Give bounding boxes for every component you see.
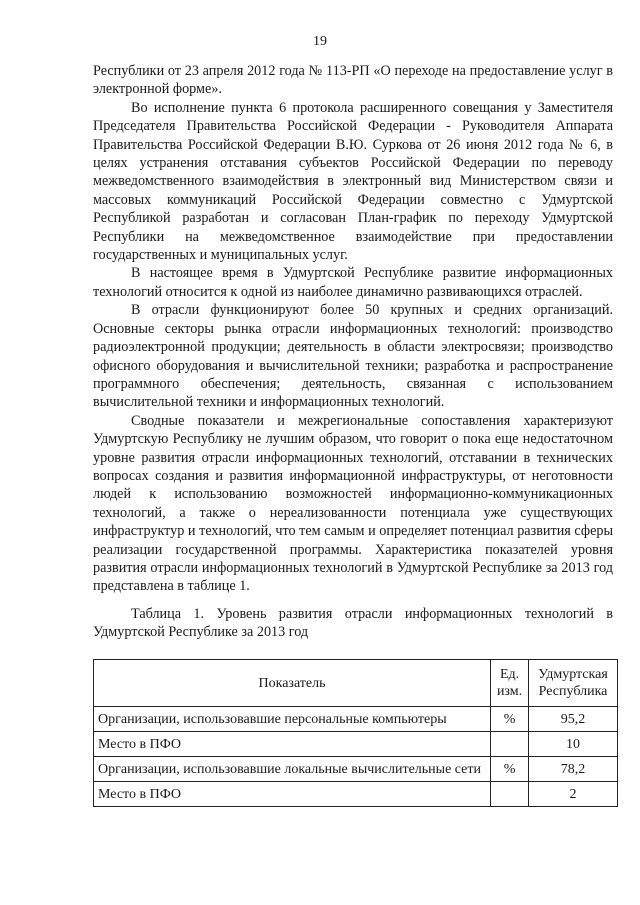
cell-indicator: Организации, использовавшие локальные вычислительные сети bbox=[94, 757, 491, 782]
cell-value: 78,2 bbox=[529, 757, 618, 782]
cell-indicator: Организации, использовавшие персональные компьютеры bbox=[94, 707, 491, 732]
cell-unit: % bbox=[491, 707, 529, 732]
paragraph: Сводные показатели и межрегиональные сопоставления характеризуют Удмуртскую Республику не лучшим образом, что говорит о пока еще недостаточном уровне развития отрасли информационных технологий, отставании в технических вопросах создания и развития информационной инфраструктуры, от неготовности людей к использованию возможностей информационно-коммуникационных технологий, а также о нереализованности потенциала уже существующих инфраструктур и технологий, что тем самым и определяет потенциал развития сферы реализации государственной программы. Характеристика показателей уровня развития отрасли информационных технологий в Удмуртской Республике за 2013 год представлена в таблице 1. bbox=[93, 412, 613, 595]
table-caption: Таблица 1. Уровень развития отрасли информационных технологий в Удмуртской Республике за 2013 год bbox=[93, 606, 613, 641]
page-number: 19 bbox=[313, 34, 327, 49]
cell-unit: % bbox=[491, 757, 529, 782]
paragraph: Во исполнение пункта 6 протокола расширенного совещания у Заместителя Председателя Правительства Российской Федерации - Руководителя Аппарата Правительства Российской Федерации В.Ю. Суркова от 26 июня 2012 года № 6, в целях устранения отставания субъектов Российской Федерации по переводу межведомственного взаимодействия в электронный вид Министерством связи и массовых коммуникаций Российской Федерации совместно с Удмуртской Республикой разработан и согласован План-график по переходу Удмуртской Республики на межведомственное взаимодействие при предоставлении государственных и муниципальных услуг. bbox=[93, 99, 613, 264]
paragraph: Республики от 23 апреля 2012 года № 113-РП «О переходе на предоставление услуг в электронной форме». bbox=[93, 63, 613, 98]
cell-unit bbox=[491, 732, 529, 757]
cell-indicator: Место в ПФО bbox=[94, 782, 491, 807]
header-unit: Ед. изм. bbox=[491, 660, 529, 707]
cell-indicator: Место в ПФО bbox=[94, 732, 491, 757]
body-text bbox=[93, 62, 613, 596]
header-value: Удмуртская Республика bbox=[529, 660, 618, 707]
header-indicator: Показатель bbox=[94, 660, 491, 707]
table-row bbox=[94, 707, 618, 732]
table-row bbox=[94, 732, 618, 757]
table-row bbox=[94, 757, 618, 782]
cell-value: 2 bbox=[529, 782, 618, 807]
cell-value: 10 bbox=[529, 732, 618, 757]
cell-value: 95,2 bbox=[529, 707, 618, 732]
table-header-row bbox=[94, 660, 618, 707]
cell-unit bbox=[491, 782, 529, 807]
paragraph: В настоящее время в Удмуртской Республике развитие информационных технологий относится к одной из наиболее динамично развивающихся отраслей. bbox=[93, 265, 613, 300]
paragraph: В отрасли функционируют более 50 крупных и средних организаций. Основные секторы рынка отрасли информационных технологий: производство радиоэлектронной продукции; деятельность в области электросвязи; производство офисного оборудования и вычислительной техники; разработка и распространение программного обеспечения; деятельность, связанная с использованием вычислительной техники и информационных технологий. bbox=[93, 302, 613, 411]
indicator-table bbox=[93, 659, 618, 807]
table-row bbox=[94, 782, 618, 807]
